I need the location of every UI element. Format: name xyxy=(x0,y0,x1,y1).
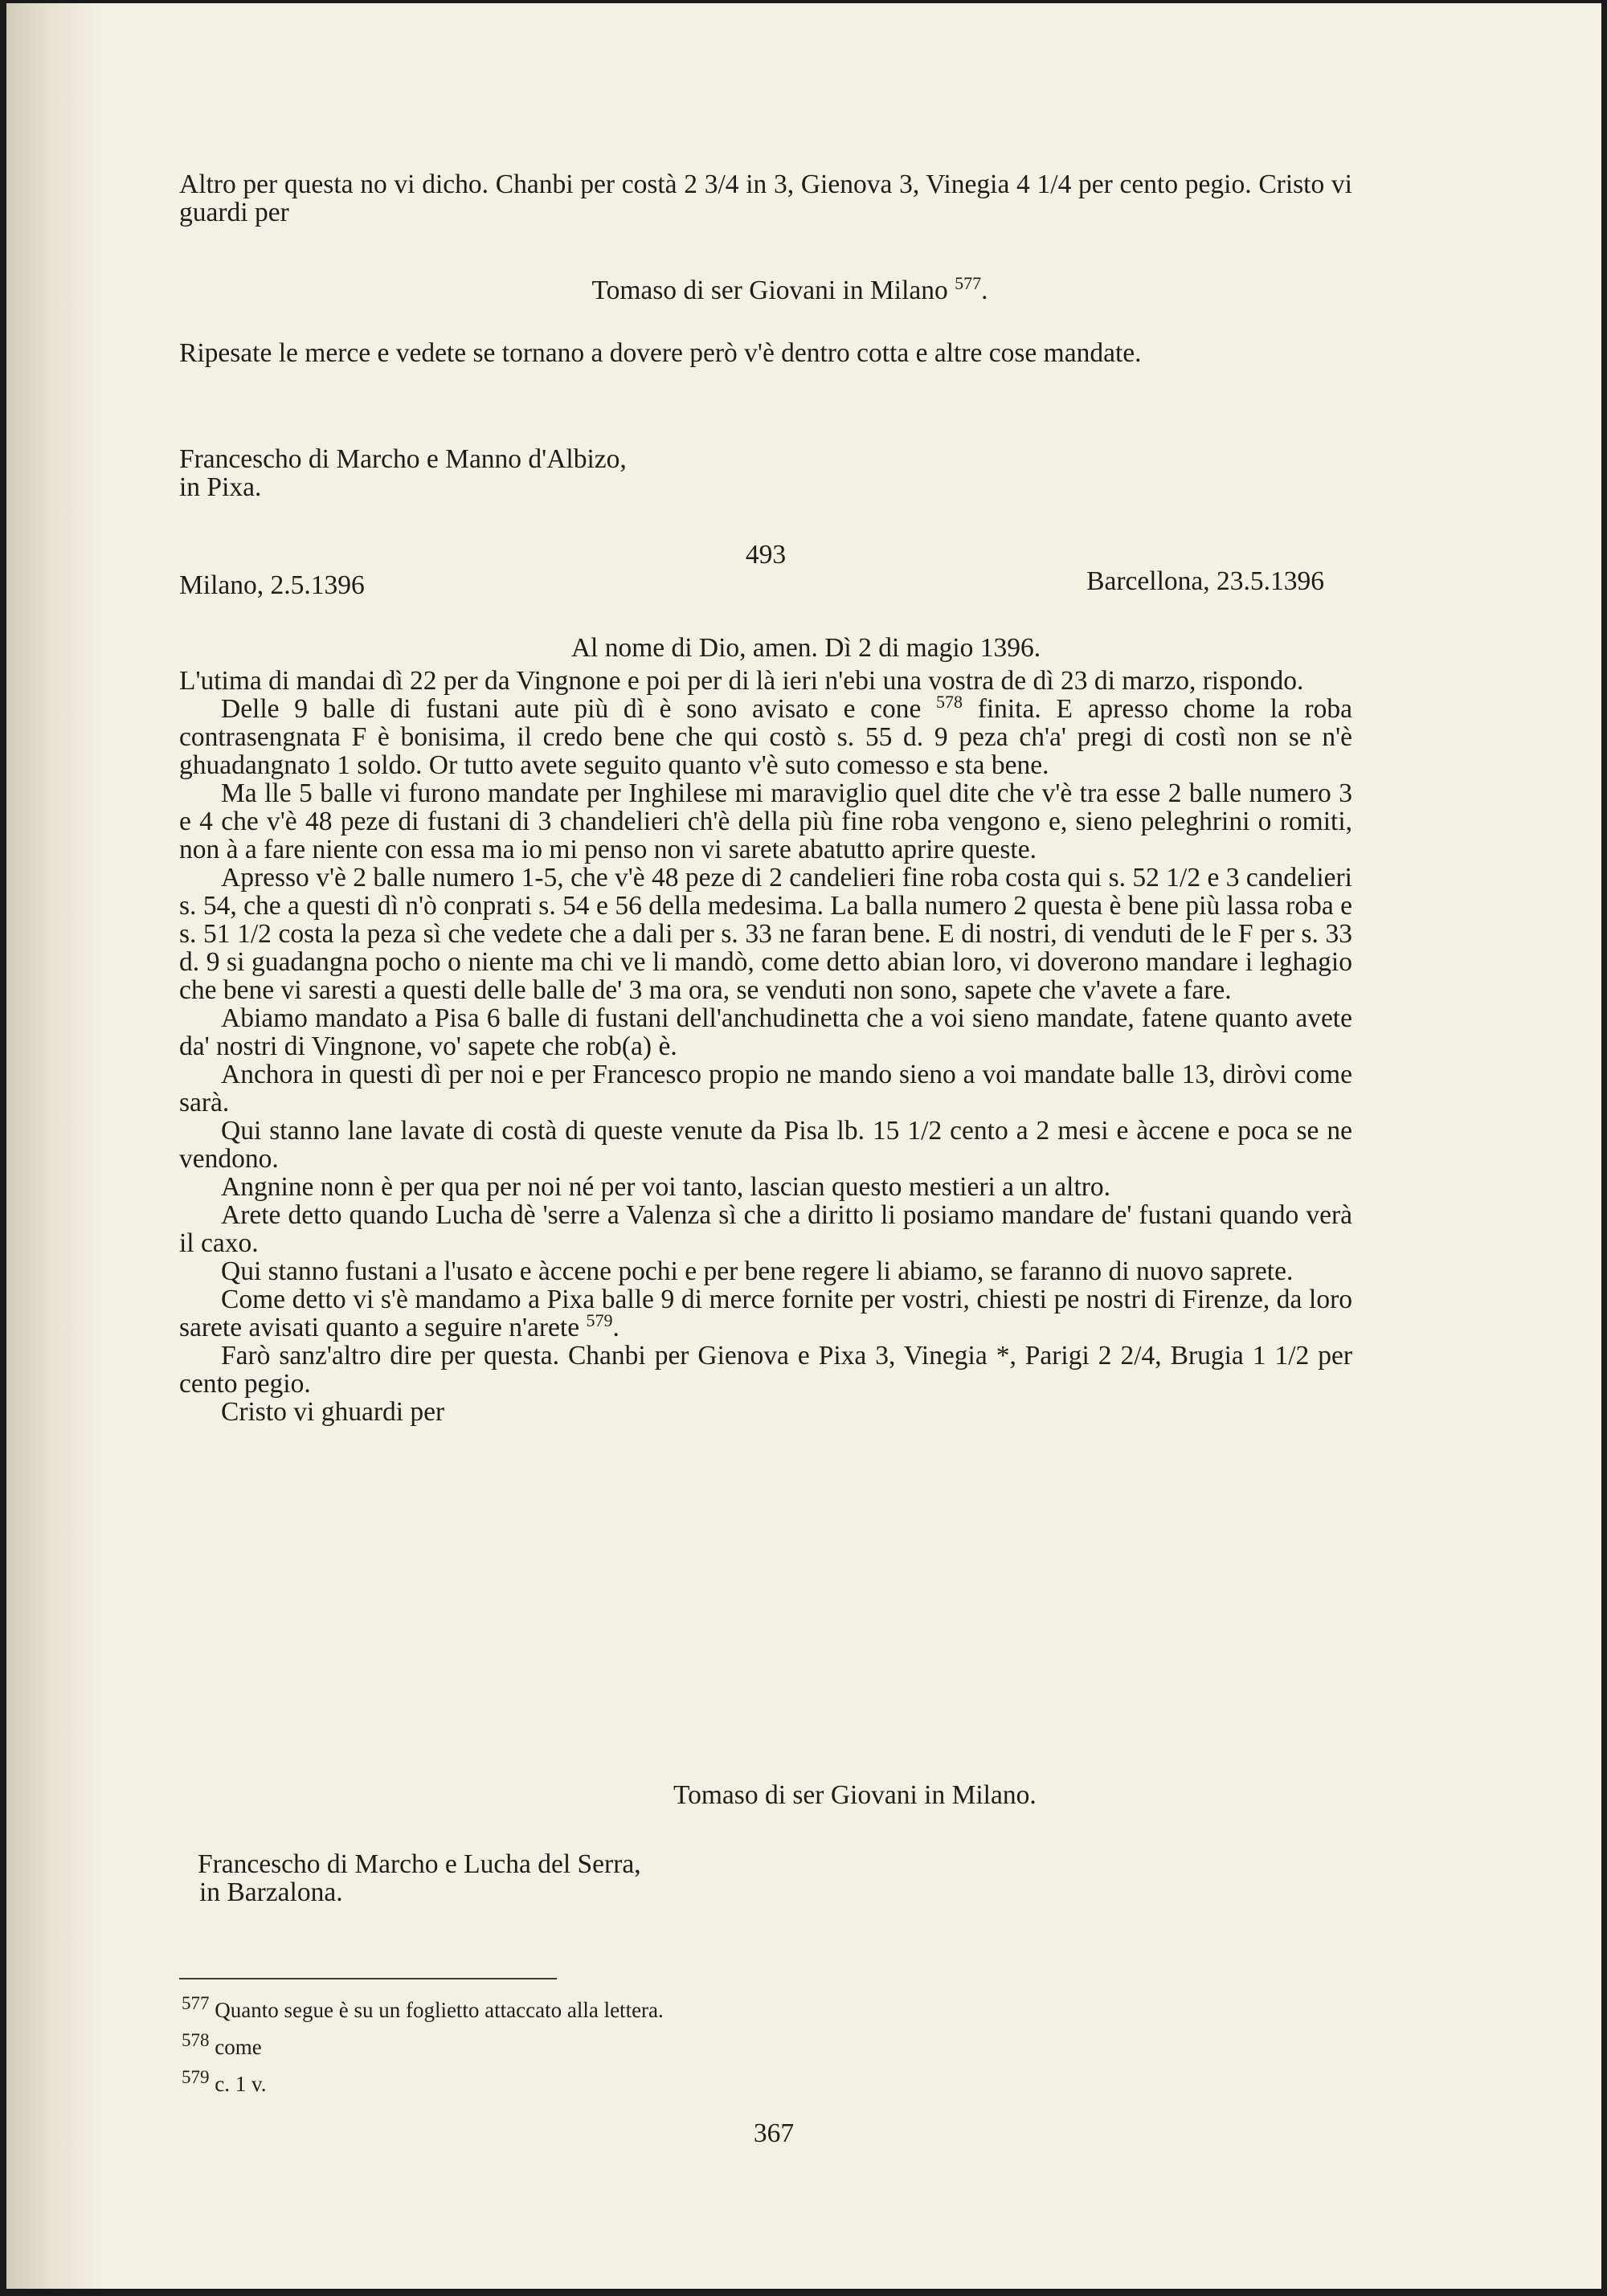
body-paragraph-9: Arete detto quando Lucha dè 'serre a Valenza sì che a diritto li posiamo mandare de' fustani quando verà il caxo. xyxy=(179,1200,1352,1258)
address-line-1: Francescho di Marcho e Lucha del Serra, xyxy=(198,1849,641,1879)
body-paragraph-2 xyxy=(179,691,1353,780)
letter-origin: Milano, 2.5.1396 xyxy=(179,570,365,600)
address-line-2: in Pixa. xyxy=(179,472,262,502)
body-paragraph-12: Farò sanz'altro dire per questa. Chanbi per Gienova e Pixa 3, Vinegia *, Parigi 2 2/4, Brugia 1 1/2 per cento pegio. xyxy=(179,1341,1352,1399)
paragraph-closing: Altro per questa no vi dicho. Chanbi per costà 2 3/4 in 3, Gienova 3, Vinegia 4 1/4 per cento pegio. Cristo vi guardi per xyxy=(179,170,1352,227)
signature-text: Tomaso di ser Giovani in Milano xyxy=(591,276,948,305)
body-paragraph-8: Angnine nonn è per qua per noi né per voi tanto, lascian questo mestieri a un altro. xyxy=(221,1172,1111,1202)
body-paragraph-1: L'utima di mandai dì 22 per da Vingnone e poi per di là ieri n'ebi una vostra de dì 23 di marzo, rispondo. xyxy=(179,666,1304,696)
body-paragraph-7: Qui stanno lane lavate di costà di queste venute da Pisa lb. 15 1/2 cento a 2 mesi e àccene e poca se ne vendono. xyxy=(179,1116,1352,1174)
letter-body xyxy=(179,667,1352,1426)
footnote-ref-579[interactable]: 579 xyxy=(586,1309,613,1330)
letter-closing: Cristo vi ghuardi per xyxy=(221,1397,445,1427)
page-number: 367 xyxy=(753,2118,795,2148)
book-page xyxy=(6,3,1601,2289)
footnote-ref-578[interactable]: 578 xyxy=(936,691,963,712)
postscript-paragraph: Ripesate le merce e vedete se tornano a dovere però v'è dentro cotta e altre cose mandate. xyxy=(179,338,1142,368)
address-block-1 xyxy=(179,445,1352,501)
footnote-rule xyxy=(179,1978,557,1979)
letter-salutation: Al nome di Dio, amen. Dì 2 di magio 1396. xyxy=(570,633,1041,663)
preceding-letter-end xyxy=(179,170,1352,227)
signature-line xyxy=(203,272,1376,306)
footnote-number: 577 xyxy=(182,1993,210,2013)
letter-destination: Barcellona, 23.5.1396 xyxy=(1086,566,1324,596)
footnote-ref-577[interactable]: 577 xyxy=(955,272,982,293)
footnote-text: Quanto segue è su un foglietto attaccato alla lettera. xyxy=(215,1998,664,2022)
body-paragraph-5: Abiamo mandato a Pisa 6 balle di fustani dell'anchudinetta che a voi sieno mandate, fatene quanto avete da' nostri di Vingnone, vo' sapete che rob(a) è. xyxy=(179,1003,1352,1061)
binding-shadow xyxy=(6,3,103,2289)
footnote-number: 578 xyxy=(182,2030,210,2050)
body-paragraph-11-end: . xyxy=(612,1313,619,1342)
body-paragraph-4: Apresso v'è 2 balle numero 1-5, che v'è 48 peze di 2 candelieri fine roba costa qui s. 52 1/2 e 3 candelieri s. 54, che a questi dì n'ò conprati s. 54 e 56 della medesima. La balla numero 2 questa è bene più lassa roba e s. 51 1/2 costa la peza sì che vedete che a dali per s. 33 ne faran bene. E di nostri, di venduti de le F per s. 33 d. 9 si guadangna pocho o niente ma chi ve li mandò, come detto abian loro, vi doverono mandare i leghagio che bene vi saresti a questi delle balle de' 3 ma ora, se venduti non sono, sapete che v'avete a fare. xyxy=(179,863,1352,1005)
body-paragraph-11 xyxy=(179,1285,1352,1342)
footnote-text: c. 1 v. xyxy=(215,2072,267,2096)
body-paragraph-2-start: Delle 9 balle di fustani aute più dì è sono avisato e cone xyxy=(221,694,922,724)
address-line-1: Francescho di Marcho e Manno d'Albizo, xyxy=(179,444,627,474)
body-paragraph-2-end: finita. E apresso chome la roba contrasengnata F è bonisima, il credo bene che qui costò s. 55 d. 9 peza ch'a' pregi di costì non se n'è ghuadangnato 1 soldo. Or tutto avete seguito quanto v'è suto comesso e sta bene. xyxy=(179,694,1353,780)
postscript-block xyxy=(179,339,1352,367)
footnote-578 xyxy=(182,2030,262,2059)
footnote-579 xyxy=(182,2067,267,2096)
letter-signature: Tomaso di ser Giovani in Milano. xyxy=(673,1780,1037,1810)
body-paragraph-3: Ma lle 5 balle vi furono mandate per Inghilese mi maraviglio quel dite che v'è tra esse 2 balle numero 3 e 4 che v'è 48 peze di fustani di 3 chandelieri ch'è della più fine roba vengono e, sieno peleghrini o romiti, non à a fare niente con essa ma io mi penso non vi sarete abatutto aprire queste. xyxy=(179,778,1352,864)
body-paragraph-11-start: Come detto vi s'è mandamo a Pixa balle 9 di merce fornite per vostri, chiesti pe nostri di Firenze, da loro sarete avisati quanto a seguire n'arete xyxy=(179,1285,1352,1342)
footnote-text: come xyxy=(215,2035,262,2059)
signature-period: . xyxy=(981,276,988,305)
address-line-2: in Barzalona. xyxy=(199,1877,343,1907)
footnote-number: 579 xyxy=(182,2067,210,2087)
letter-number: 493 xyxy=(745,540,787,570)
address-block-2 xyxy=(198,1850,1371,1906)
body-paragraph-6: Anchora in questi dì per noi e per Francesco propio ne mando sieno a voi mandate balle 13, diròvi come sarà. xyxy=(179,1060,1352,1117)
body-paragraph-10: Qui stanno fustani a l'usato e àccene pochi e per bene regere li abiamo, se faranno di nuovo saprete. xyxy=(221,1256,1294,1286)
footnote-577 xyxy=(182,1993,664,2022)
